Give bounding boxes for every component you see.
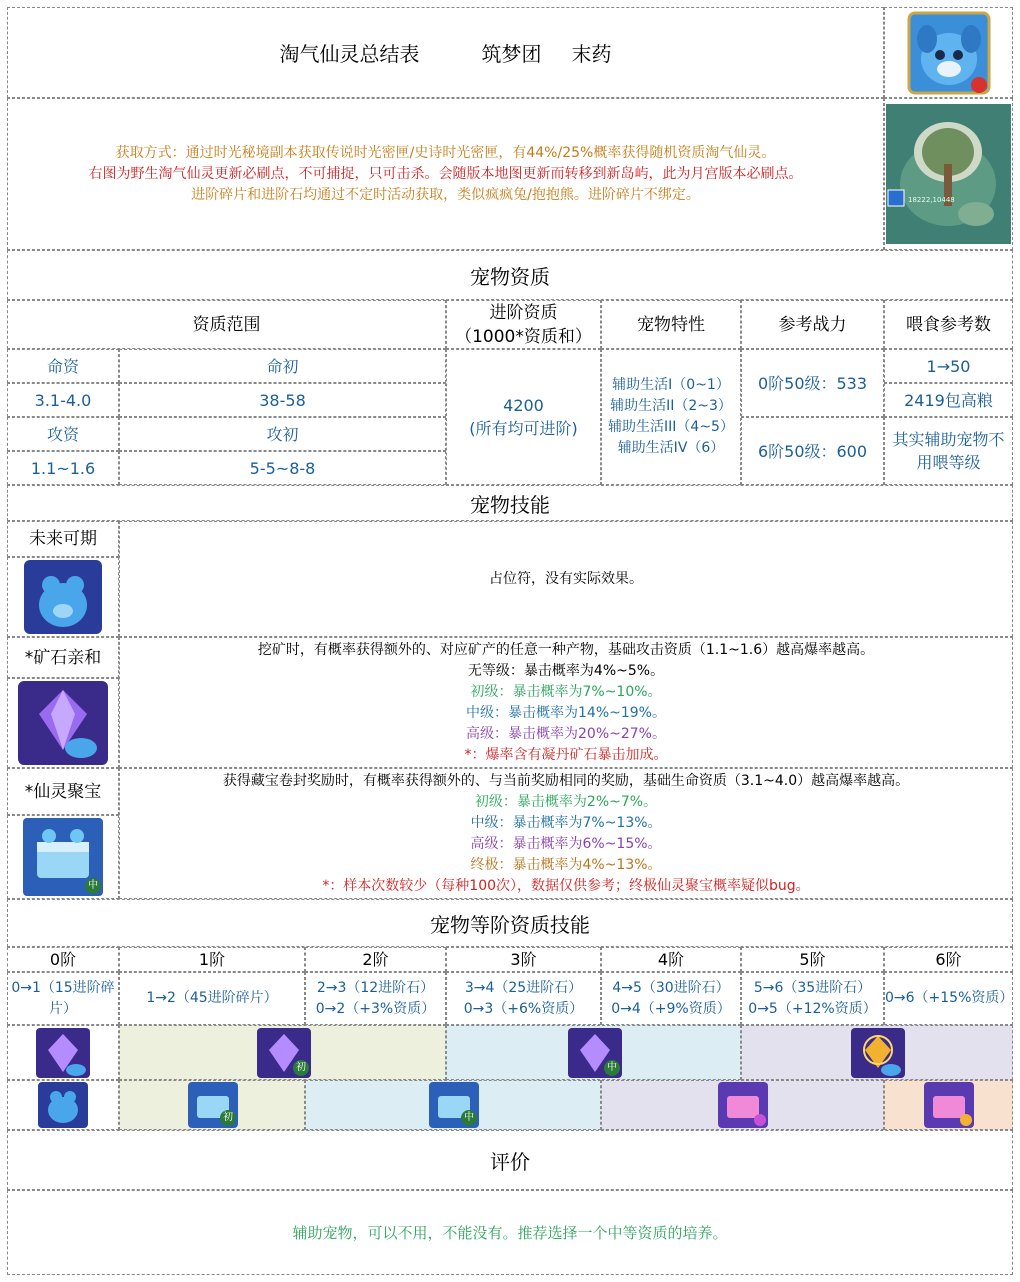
adv-header	[446, 300, 601, 349]
stage-req-line: 2→3（12进阶石）	[316, 979, 435, 996]
hp-aptitude-label	[7, 349, 119, 383]
treasure-row-stage6	[884, 1080, 1013, 1130]
treasure-icon	[429, 1082, 479, 1128]
skill-3-name-text: *仙灵聚宝	[24, 781, 102, 802]
stage-header-text: 3阶	[510, 950, 537, 969]
ore-row-stage0	[7, 1025, 119, 1080]
wild-spawn-line: 右图为野生淘气仙灵更新必刷点，不可捕捉，只可击杀。会随版本地图更新而转移到新岛屿，此为月宫版本必刷点。	[88, 165, 803, 182]
review-body: 辅助宠物，可以不用，不能没有。推荐选择一个中等资质的培养。	[292, 1223, 728, 1242]
review-text	[7, 1190, 1013, 1275]
trait-item: 辅助生活II（2~3）	[610, 398, 732, 414]
stage-title-text: 宠物等阶资质技能	[430, 912, 590, 937]
treasure-row-stage0	[7, 1080, 119, 1130]
stage-header-0	[7, 947, 119, 972]
range-header-text: 资质范围	[192, 314, 261, 335]
stage-req-6	[884, 972, 1013, 1025]
atk-aptitude-value	[7, 451, 119, 485]
adv-aptitude-value	[446, 349, 601, 485]
feed-header	[884, 300, 1013, 349]
spawn-map-cell	[884, 98, 1013, 250]
treasure-row-stage2-3	[305, 1080, 601, 1130]
hp-aptitude-value	[7, 383, 119, 417]
stage-header-1	[119, 947, 305, 972]
power-stage0	[741, 349, 884, 417]
skill-1-icon-cell	[7, 557, 119, 637]
skill-2-desc	[119, 637, 1013, 768]
feed-note	[884, 417, 1013, 485]
aptitude-section-title	[7, 250, 1013, 300]
power-stage6	[741, 417, 884, 485]
treasure-gold-icon	[924, 1082, 974, 1128]
atk-init-label-text: 攻初	[266, 424, 299, 444]
atk-initial-label	[119, 417, 446, 451]
skill-2-rate-line: 初级：暴击概率为7%~10%。	[470, 683, 662, 700]
treasure-row-stage1	[119, 1080, 305, 1130]
skill-2-rate-line: 无等级：暴击概率为4%~5%。	[467, 662, 665, 679]
hp-init-value-text: 38-58	[259, 390, 306, 410]
skill-3-name	[7, 768, 119, 815]
skill-1-desc-text: 占位符，没有实际效果。	[489, 570, 643, 587]
adv-header-line2: （1000*资质和）	[455, 326, 592, 347]
skill-1-name	[7, 521, 119, 557]
ore-row-stage3-4	[446, 1025, 741, 1080]
stage-section-title	[7, 899, 1013, 947]
stage-req-line: 1→2（45进阶碎片）	[146, 990, 278, 1006]
atk-label-text: 攻资	[46, 424, 79, 444]
skill-3-rate-line: 中级：暴击概率为7%~13%。	[470, 814, 662, 831]
hp-initial-value	[119, 383, 446, 417]
tier-badge: 初	[220, 1110, 236, 1126]
ore-affinity-icon	[568, 1028, 622, 1078]
skill-2-name	[7, 637, 119, 678]
skill-2-name-text: *矿石亲和	[24, 647, 102, 668]
acquisition-line: 获取方式：通过时光秘境副本获取传说时光密匣/史诗时光密匣，有44%/25%概率获得随机资质淘气仙灵。	[115, 144, 776, 161]
stage-req-line: 3→4（25进阶石）	[464, 979, 583, 996]
stage-header-text: 6阶	[935, 950, 962, 969]
power-header	[741, 300, 884, 349]
stage-req-line: 5→6（35进阶石）	[753, 979, 872, 996]
spawn-map-icon	[886, 104, 1011, 244]
ore-row-stage1-2	[119, 1025, 446, 1080]
map-coords: 18222,10448	[908, 196, 955, 204]
adv-value-text: 4200	[503, 396, 544, 415]
skill-3-desc	[119, 768, 1013, 899]
hp-value-text: 3.1-4.0	[34, 390, 92, 410]
skill-2-rate-line: 高级：暴击概率为20%~27%。	[466, 725, 666, 742]
stage-req-line: 片）	[49, 1000, 77, 1017]
blue-spirit-skill-icon	[23, 559, 103, 635]
blue-spirit-icon	[38, 1082, 88, 1128]
trait-item: 辅助生活IV（6）	[617, 440, 725, 456]
stage-header-6	[884, 947, 1013, 972]
aptitude-title-text: 宠物资质	[470, 264, 550, 289]
stage-header-5	[741, 947, 884, 972]
acquisition-info	[7, 98, 884, 250]
trait-item: 辅助生活III（4~5）	[608, 419, 734, 435]
skill-2-icon-cell	[7, 678, 119, 768]
range-header	[7, 300, 446, 349]
stage-header-2	[305, 947, 446, 972]
stage-header-3	[446, 947, 601, 972]
tier-badge: 初	[293, 1060, 309, 1076]
stage-req-line: 0→5（+12%资质）	[748, 1000, 877, 1017]
power-header-text: 参考战力	[778, 314, 847, 335]
treasure-icon	[188, 1082, 238, 1128]
power-6-text: 6阶50级：600	[757, 441, 868, 461]
title-bar	[7, 7, 884, 98]
skill-3-rate-line: 初级：暴击概率为2%~7%。	[474, 793, 658, 810]
stage-req-3	[446, 972, 601, 1025]
stage-req-line: 0→4（+9%资质）	[611, 1000, 731, 1017]
skill-3-note-line: *：样本次数较少（每种100次），数据仅供参考；终极仙灵聚宝概率疑似bug。	[322, 877, 810, 894]
skill-2-note-line: *：爆率含有凝丹矿石暴击加成。	[464, 746, 668, 763]
pet-portrait-cell	[884, 7, 1013, 98]
treasure-skill-icon	[23, 818, 103, 896]
skill-3-rate-line: 终极：暴击概率为4%~13%。	[470, 856, 662, 873]
page-title: 淘气仙灵总结表	[279, 42, 420, 66]
feed-range	[884, 349, 1013, 383]
stage-req-2	[305, 972, 446, 1025]
ore-row-stage5-6	[741, 1025, 1013, 1080]
skill-3-rate-line: 高级：暴击概率为6%~15%。	[470, 835, 662, 852]
adv-note-text: (所有均可进阶)	[469, 419, 578, 438]
tier-badge: 中	[461, 1110, 477, 1126]
skill-3-icon-cell	[7, 815, 119, 899]
treasure-row-stage4-5	[601, 1080, 884, 1130]
atk-value-text: 1.1~1.6	[30, 458, 96, 478]
feed-note-line2: 用喂等级	[916, 453, 981, 472]
skills-section-title	[7, 485, 1013, 521]
stage-header-text: 2阶	[362, 950, 389, 969]
stage-req-line: 0→6（+15%资质）	[885, 990, 1014, 1006]
skill-3-desc-text: 获得藏宝卷封奖励时，有概率获得额外的、与当前奖励相同的奖励，基础生命资质（3.1~4.0）越高爆率越高。	[222, 772, 910, 789]
skill-1-name-text: 未来可期	[29, 529, 97, 549]
material-line: 进阶碎片和进阶石均通过不定时活动获取，类似疯疯兔/抱抱熊。进阶碎片不绑定。	[191, 186, 700, 203]
trait-header	[601, 300, 741, 349]
stage-header-text: 1阶	[198, 950, 226, 969]
review-section-title	[7, 1130, 1013, 1190]
trait-item: 辅助生活I（0~1）	[612, 377, 730, 393]
feed-note-line1: 其实辅助宠物不	[892, 430, 1005, 449]
stage-req-line: 0→3（+6%资质）	[463, 1000, 584, 1017]
feed-amount	[884, 383, 1013, 417]
review-title-text: 评价	[490, 1149, 530, 1174]
feed-header-text: 喂食参考数	[906, 314, 991, 335]
ore-affinity-icon	[257, 1028, 311, 1078]
stage-req-5	[741, 972, 884, 1025]
ore-affinity-icon	[36, 1028, 90, 1078]
stage-req-4	[601, 972, 741, 1025]
tier-badge: 中	[604, 1060, 620, 1076]
trait-header-text: 宠物特性	[637, 314, 705, 335]
skill-2-rate-line: 中级：暴击概率为14%~19%。	[466, 704, 666, 721]
stage-req-1	[119, 972, 305, 1025]
skill-2-desc-text: 挖矿时，有概率获得额外的、对应矿产的任意一种产物，基础攻击资质（1.1~1.6）越高爆率越高。	[257, 641, 875, 658]
ore-affinity-gold-icon	[851, 1028, 905, 1078]
skills-title-text: 宠物技能	[470, 492, 550, 517]
stage-req-line: 4→5（30进阶石）	[612, 979, 730, 996]
tier-badge: 中	[85, 878, 101, 894]
treasure-purple-icon	[718, 1082, 768, 1128]
atk-aptitude-label	[7, 417, 119, 451]
pet-portrait-icon	[907, 11, 991, 95]
stage-req-0	[7, 972, 119, 1025]
stage-header-4	[601, 947, 741, 972]
stage-header-text: 4阶	[657, 950, 685, 969]
skill-1-desc	[119, 521, 1013, 637]
feed-range-text: 1→50	[926, 356, 971, 376]
hp-init-label-text: 命初	[266, 356, 299, 376]
group-name: 筑梦团	[481, 42, 542, 66]
stage-req-line: 0→1（15进阶碎	[11, 979, 115, 996]
stage-header-text: 0阶	[49, 950, 77, 969]
stage-header-text: 5阶	[799, 950, 826, 969]
author-name: 末药	[571, 42, 612, 66]
feed-amount-text: 2419包高粮	[904, 390, 993, 410]
adv-header-line1: 进阶资质	[489, 302, 558, 323]
stage-req-line: 0→2（+3%资质）	[315, 1000, 436, 1017]
hp-initial-label	[119, 349, 446, 383]
ore-affinity-skill-icon	[17, 680, 109, 766]
atk-init-value-text: 5-5~8-8	[249, 458, 316, 478]
atk-initial-value	[119, 451, 446, 485]
trait-list	[601, 349, 741, 485]
power-0-text: 0阶50级：533	[757, 373, 868, 393]
hp-label-text: 命资	[46, 356, 79, 376]
